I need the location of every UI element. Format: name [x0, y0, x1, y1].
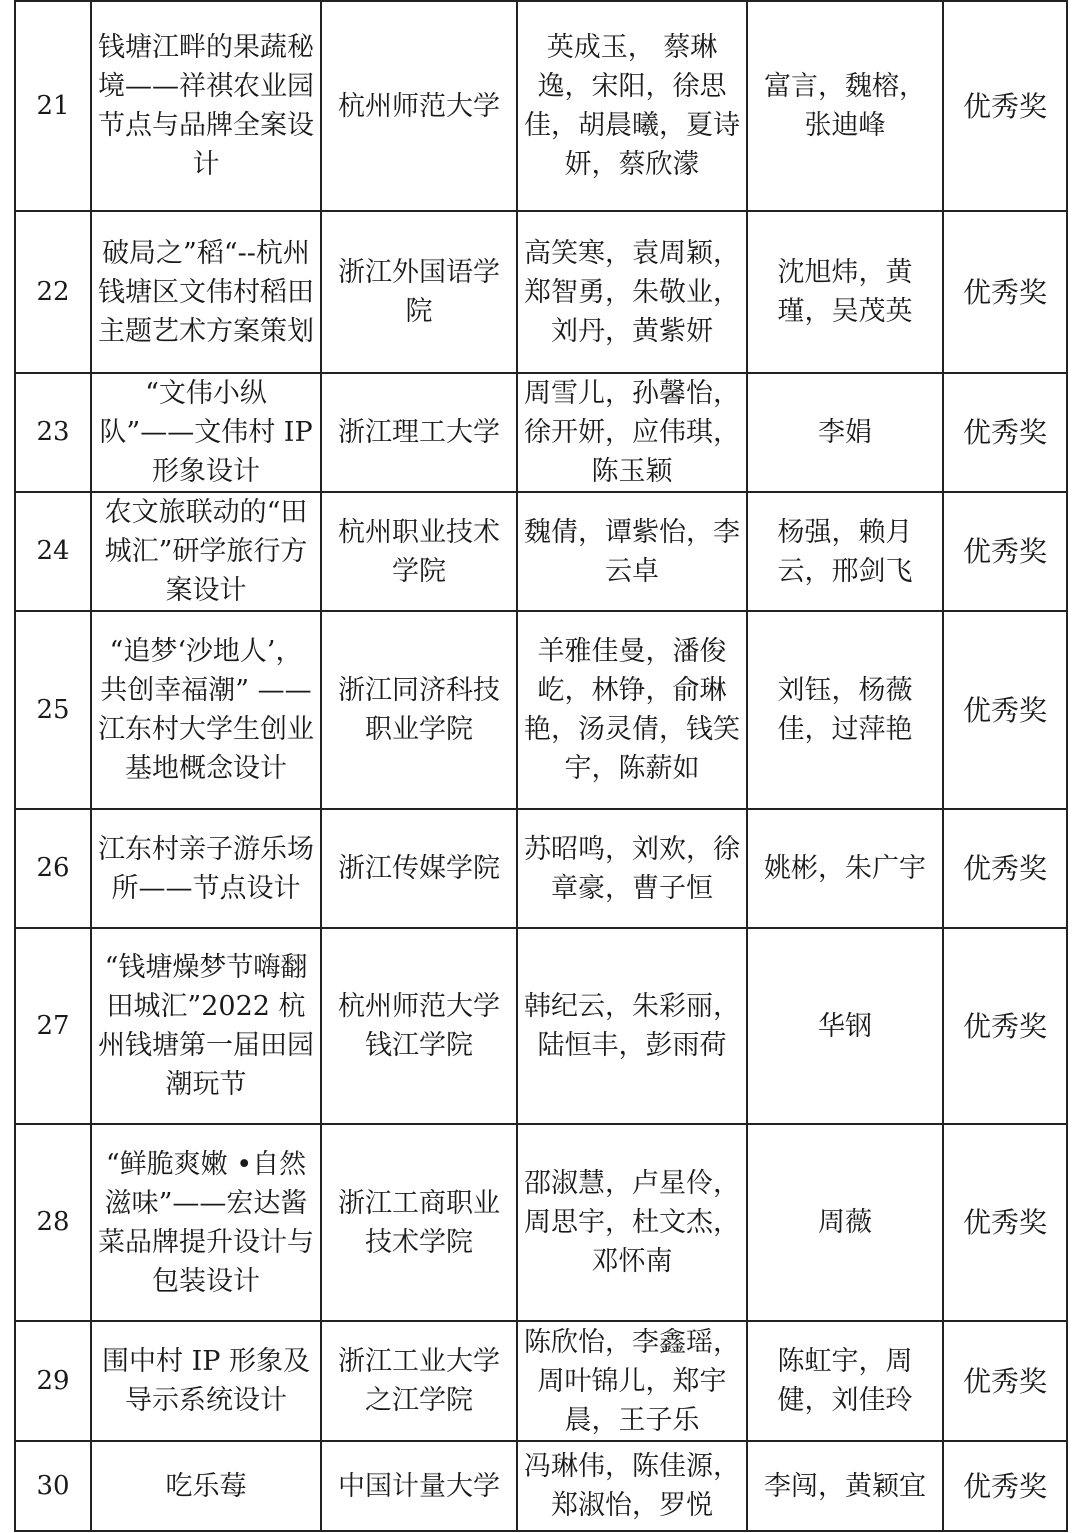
- advisor-names: 姚彬，朱广宇: [747, 809, 943, 928]
- advisor-names: 陈虹宇，周健，刘佳玲: [747, 1321, 943, 1441]
- table-row: [15, 1321, 1067, 1441]
- advisor-names: 李闯，黄颖宜: [747, 1441, 943, 1531]
- advisor-names: 刘钰，杨薇佳，过萍艳: [747, 611, 943, 809]
- row-number: 24: [15, 492, 91, 611]
- project-name: 围中村 IP 形象及导示系统设计: [91, 1321, 321, 1441]
- student-names: 魏倩，谭紫怡，李云卓: [517, 492, 747, 611]
- advisor-names: 周薇: [747, 1124, 943, 1321]
- student-names: 周雪儿，孙馨怡，徐开妍，应伟琪，陈玉颖: [517, 373, 747, 492]
- school-name: 杭州师范大学: [321, 1, 517, 211]
- row-number: 23: [15, 373, 91, 492]
- school-name: 杭州师范大学钱江学院: [321, 928, 517, 1124]
- table-row: [15, 373, 1067, 492]
- table-row: [15, 492, 1067, 611]
- table-row: [15, 809, 1067, 928]
- student-names: 高笑寒，袁周颖，郑智勇，朱敬业，刘丹，黄紫妍: [517, 211, 747, 373]
- award-level: 优秀奖: [943, 1124, 1067, 1321]
- school-name: 浙江外国语学院: [321, 211, 517, 373]
- student-names: 陈欣怡，李鑫瑶，周叶锦儿，郑宇晨，王子乐: [517, 1321, 747, 1441]
- student-names: 韩纪云，朱彩丽，陆恒丰，彭雨荷: [517, 928, 747, 1124]
- award-list-sheet: [14, 0, 1066, 1532]
- school-name: 浙江工商职业技术学院: [321, 1124, 517, 1321]
- row-number: 30: [15, 1441, 91, 1531]
- advisor-names: 杨强，赖月云，邢剑飞: [747, 492, 943, 611]
- project-name: 农文旅联动的“田城汇”研学旅行方案设计: [91, 492, 321, 611]
- student-names: 羊雅佳曼，潘俊屹，林铮，俞琳艳，汤灵倩，钱笑宇，陈薪如: [517, 611, 747, 809]
- award-level: 优秀奖: [943, 611, 1067, 809]
- student-names: 苏昭鸣，刘欢，徐章豪，曹子恒: [517, 809, 747, 928]
- table-row: [15, 1124, 1067, 1321]
- award-level: 优秀奖: [943, 928, 1067, 1124]
- project-name: “文伟小纵队”——文伟村 IP 形象设计: [91, 373, 321, 492]
- table-row: [15, 611, 1067, 809]
- project-name: 破局之”稻“--杭州钱塘区文伟村稻田主题艺术方案策划: [91, 211, 321, 373]
- award-level: 优秀奖: [943, 1, 1067, 211]
- school-name: 浙江同济科技职业学院: [321, 611, 517, 809]
- award-level: 优秀奖: [943, 373, 1067, 492]
- award-level: 优秀奖: [943, 492, 1067, 611]
- row-number: 28: [15, 1124, 91, 1321]
- advisor-names: 李娟: [747, 373, 943, 492]
- row-number: 25: [15, 611, 91, 809]
- table-row: [15, 1441, 1067, 1531]
- project-name: 江东村亲子游乐场所——节点设计: [91, 809, 321, 928]
- row-number: 26: [15, 809, 91, 928]
- school-name: 浙江传媒学院: [321, 809, 517, 928]
- award-level: 优秀奖: [943, 809, 1067, 928]
- award-table: [14, 0, 1068, 1532]
- school-name: 浙江理工大学: [321, 373, 517, 492]
- row-number: 29: [15, 1321, 91, 1441]
- table-row: [15, 928, 1067, 1124]
- student-names: 英成玉， 蔡琳逸，宋阳，徐思佳，胡晨曦，夏诗妍，蔡欣濛: [517, 1, 747, 211]
- project-name: 吃乐莓: [91, 1441, 321, 1531]
- student-names: 冯琳伟，陈佳源，郑淑怡，罗悦: [517, 1441, 747, 1531]
- award-level: 优秀奖: [943, 1321, 1067, 1441]
- award-level: 优秀奖: [943, 211, 1067, 373]
- project-name: “钱塘燥梦节嗨翻田城汇”2022 杭州钱塘第一届田园潮玩节: [91, 928, 321, 1124]
- advisor-names: 沈旭炜，黄瑾，吴茂英: [747, 211, 943, 373]
- project-name: “追梦‘沙地人’，共创幸福潮” ——江东村大学生创业基地概念设计: [91, 611, 321, 809]
- school-name: 浙江工业大学之江学院: [321, 1321, 517, 1441]
- row-number: 27: [15, 928, 91, 1124]
- advisor-names: 富言，魏榕，张迪峰: [747, 1, 943, 211]
- row-number: 21: [15, 1, 91, 211]
- school-name: 中国计量大学: [321, 1441, 517, 1531]
- school-name: 杭州职业技术学院: [321, 492, 517, 611]
- table-row: [15, 211, 1067, 373]
- row-number: 22: [15, 211, 91, 373]
- table-row: [15, 1, 1067, 211]
- student-names: 邵淑慧，卢星伶，周思宇，杜文杰，邓怀南: [517, 1124, 747, 1321]
- award-level: 优秀奖: [943, 1441, 1067, 1531]
- project-name: 钱塘江畔的果蔬秘境——祥祺农业园节点与品牌全案设计: [91, 1, 321, 211]
- project-name: “鲜脆爽嫩 •自然滋味”——宏达酱菜品牌提升设计与包装设计: [91, 1124, 321, 1321]
- advisor-names: 华钢: [747, 928, 943, 1124]
